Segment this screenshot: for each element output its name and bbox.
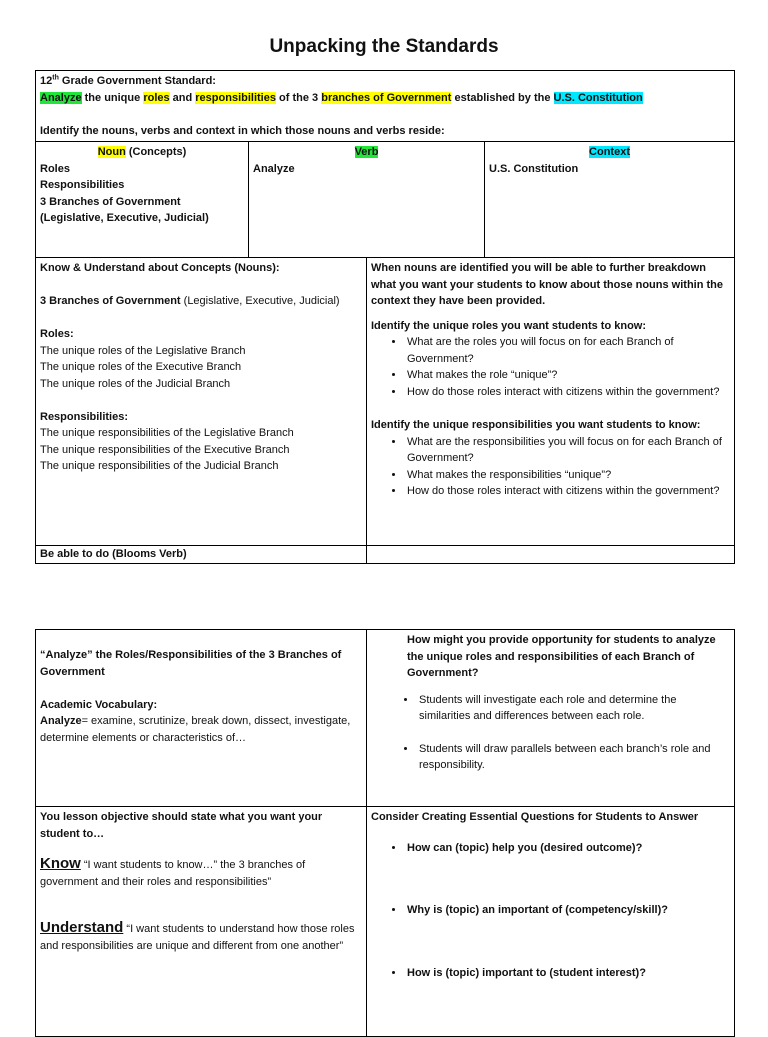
essential-questions <box>371 840 730 982</box>
standard-segment: branches of Government <box>321 91 452 104</box>
standard-segment: responsibilities <box>195 91 276 104</box>
context-item: U.S. Constitution <box>489 162 579 175</box>
list-item: • Why is (topic) an important of (competency/skill)? <box>405 902 730 919</box>
identify-instruction: Identify the nouns, verbs and context in which those nouns and verbs reside: <box>40 124 445 137</box>
know-heading: Know & Understand about Concepts (Nouns): <box>40 262 280 274</box>
vocab-heading: Academic Vocabulary: <box>40 698 158 711</box>
breakdown-intro: When nouns are identified you will be able to further breakdown what you want your students to know about those nouns within the context they have been provided. <box>371 262 723 307</box>
analyze-cell <box>36 630 367 807</box>
noun-item: (Legislative, Executive, Judicial) <box>40 212 209 224</box>
list-item: • How do those roles interact with citizens within the government? <box>405 483 730 500</box>
roles-heading: Roles: <box>40 328 74 340</box>
essential-heading: Consider Creating Essential Questions for Students to Answer <box>371 811 699 823</box>
list-item: • What are the roles you will focus on for each Branch of Government? <box>405 334 730 367</box>
standard-segment: Analyze <box>40 91 82 104</box>
resp-item: The unique responsibilities of the Judicial Branch <box>40 460 279 472</box>
resp-item: The unique responsibilities of the Legislative Branch <box>40 427 294 439</box>
noun-item: Roles <box>40 162 70 175</box>
vocab-definition: Analyze= examine, scrutinize, break down, dissect, investigate, determine elements or characteristics of… <box>40 715 351 744</box>
objective-heading: You lesson objective should state what you want your student to… <box>40 811 323 840</box>
verb-header: Verb <box>354 146 379 158</box>
understand-statement: Understand “I want students to understand how those roles and responsibilities are unique and different from one another” <box>40 919 355 952</box>
roles-identify-heading: Identify the unique roles you want students to know: <box>371 319 647 332</box>
noun-item: 3 Branches of Government <box>40 195 181 208</box>
opportunity-list <box>405 692 730 774</box>
opportunity-cell <box>367 630 735 807</box>
breakdown-cell <box>367 258 735 546</box>
list-item: • How do those roles interact with citizens within the government? <box>405 384 730 401</box>
standard-segment: and <box>169 91 196 104</box>
know-understand-cell <box>36 258 367 546</box>
blooms-cell: Be able to do (Blooms Verb) <box>36 546 367 564</box>
list-item: • How can (topic) help you (desired outcome)? <box>405 840 730 857</box>
blooms-empty-cell <box>367 546 735 564</box>
standard-segment: roles <box>143 91 170 104</box>
verb-item: Analyze <box>253 162 295 175</box>
context-header: Context <box>589 146 630 158</box>
noun-column <box>36 142 249 258</box>
list-item: • Students will investigate each role and determine the similarities and differences between each role. <box>417 692 730 725</box>
resp-questions <box>371 434 730 500</box>
list-item: • What are the responsibilities you will focus on for each Branch of Government? <box>405 434 730 467</box>
resp-heading: Responsibilities: <box>40 410 129 423</box>
context-column <box>485 142 735 258</box>
objective-cell <box>36 807 367 1037</box>
resp-item: The unique responsibilities of the Executive Branch <box>40 443 290 456</box>
standard-segment: established by the <box>451 91 554 104</box>
know-statement: Know “I want students to know…” the 3 branches of government and their roles and responsibilities” <box>40 855 306 888</box>
noun-item: Responsibilities <box>40 179 125 191</box>
lesson-table <box>35 629 735 1037</box>
roles-questions <box>371 334 730 400</box>
standard-grade-line: 12th Grade Government Standard: <box>40 74 216 87</box>
branches-line: 3 Branches of Government (Legislative, Executive, Judicial) <box>40 295 340 307</box>
list-item: • What makes the responsibilities “unique”? <box>405 467 730 484</box>
role-item: The unique roles of the Legislative Branch <box>40 344 246 357</box>
list-item: • How is (topic) important to (student interest)? <box>405 965 730 982</box>
list-item: • Students will draw parallels between each branch’s role and responsibility. <box>417 741 730 774</box>
role-item: The unique roles of the Executive Branch <box>40 361 242 373</box>
standard-segment: the unique <box>81 91 144 104</box>
essential-cell <box>367 807 735 1037</box>
analyze-heading: “Analyze” the Roles/Responsibilities of the 3 Branches of Government <box>40 649 342 678</box>
resp-identify-heading: Identify the unique responsibilities you want students to know: <box>371 419 701 431</box>
standard-text <box>40 90 730 107</box>
opportunity-heading: How might you provide opportunity for students to analyze the unique roles and responsibilities of each Branch of Government? <box>407 634 716 679</box>
page-title: Unpacking the Standards <box>269 36 499 57</box>
standard-cell <box>36 71 735 142</box>
verb-column <box>249 142 485 258</box>
standards-table <box>35 70 735 564</box>
standard-segment: of the 3 <box>275 91 322 104</box>
role-item: The unique roles of the Judicial Branch <box>40 377 231 390</box>
noun-header: Noun (Concepts) <box>97 146 187 158</box>
list-item: • What makes the role “unique”? <box>405 367 730 384</box>
standard-segment: U.S. Constitution <box>553 91 643 104</box>
